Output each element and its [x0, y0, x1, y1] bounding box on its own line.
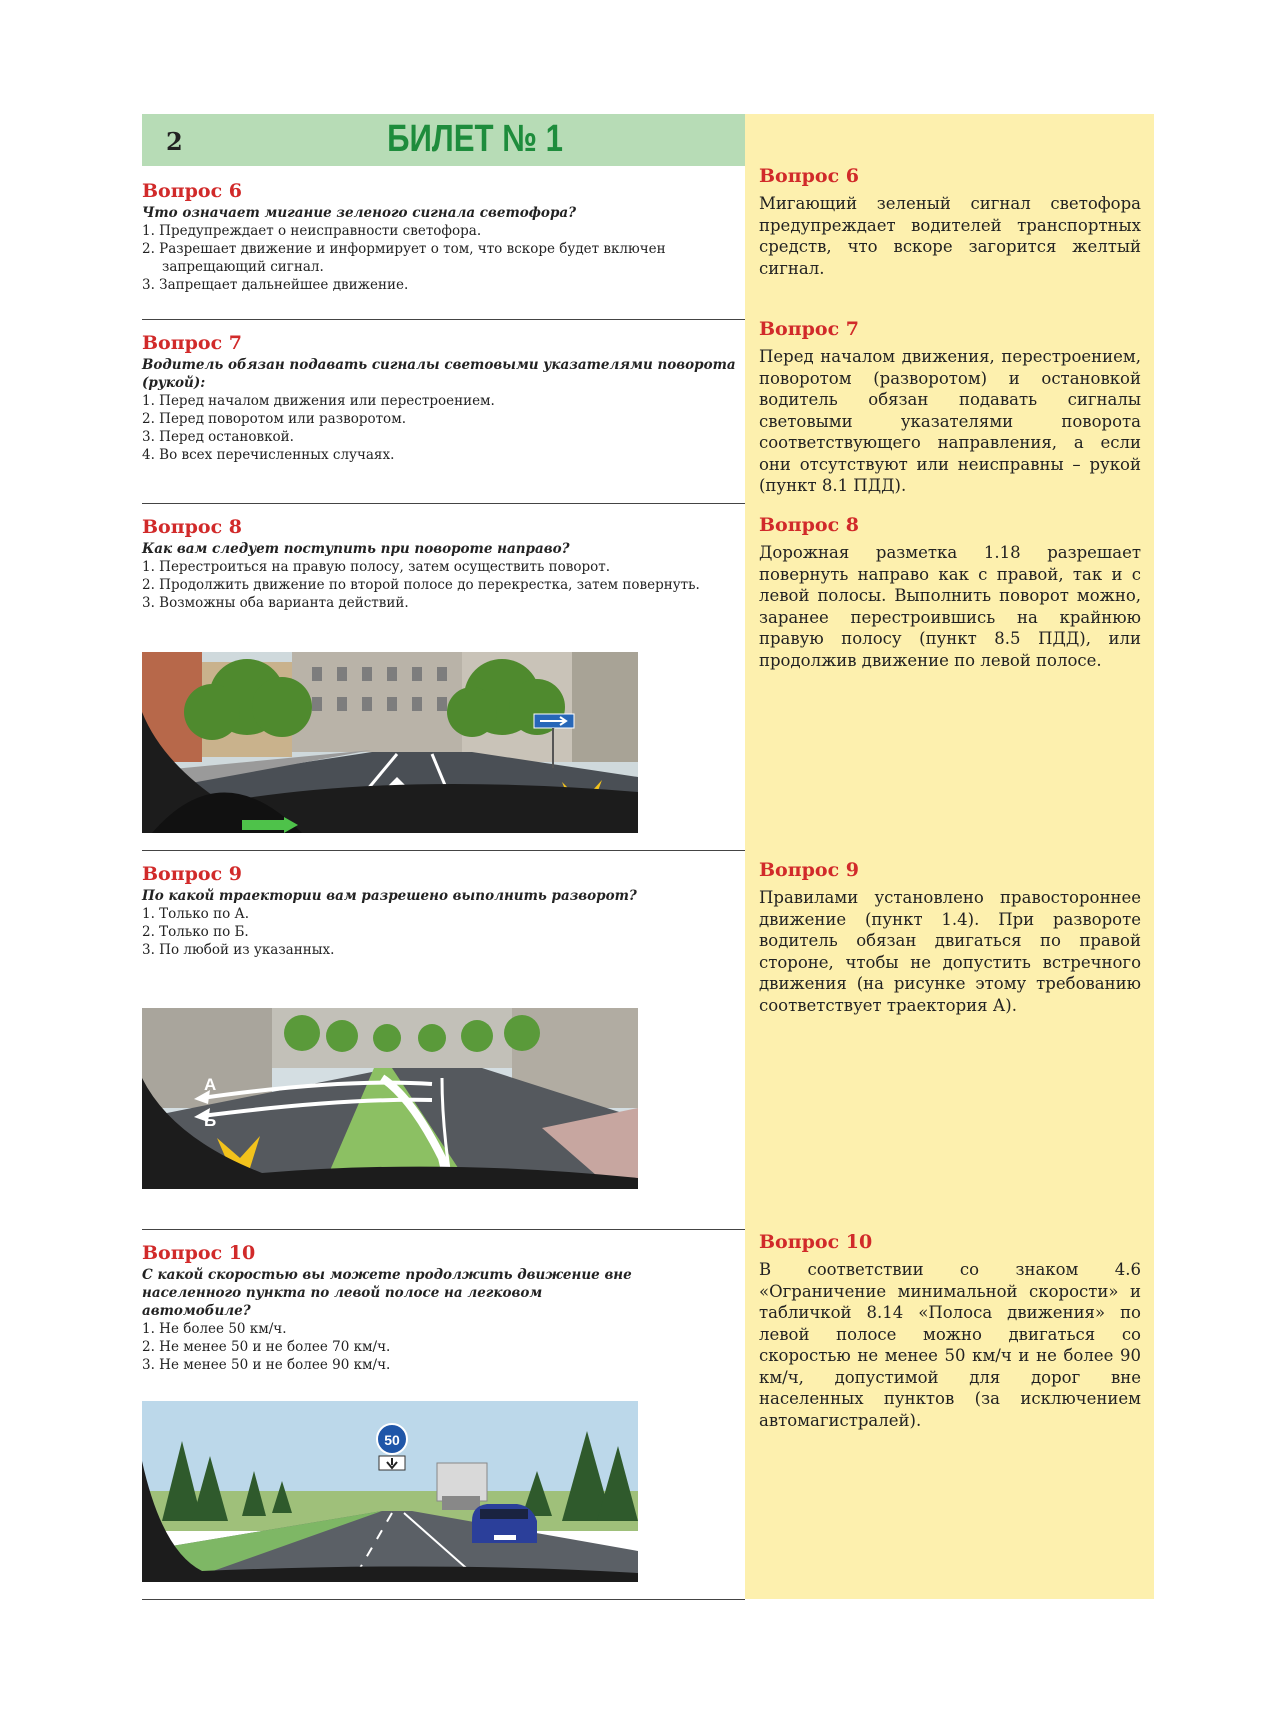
answer-8 — [759, 514, 1141, 671]
trajectory-label-a: А — [204, 1075, 217, 1094]
answer-text: Дорожная разметка 1.18 разрешает повернуть направо как с правой, так и с левой полосы. Выполнить поворот можно, заранее перестроившись на крайнюю правую полосу (пункт 8.5 ПДД), или продолжив движение по левой полосе. — [759, 543, 1141, 670]
question-title: Вопрос 10 — [142, 1242, 256, 1264]
option: 1. Не более 50 км/ч. — [142, 1321, 287, 1337]
divider — [142, 850, 745, 851]
option: 2. Разрешает движение и информирует о том, что вскоре будет включен запрещающий сигнал. — [142, 241, 666, 275]
option: 2. Перед поворотом или разворотом. — [142, 411, 406, 427]
question-title: Вопрос 7 — [142, 332, 243, 354]
answer-text: Перед началом движения, перестроением, поворотом (разворотом) и остановкой водитель обязан подавать сигналы световыми указателями поворота соответствующего направления, а если они отсутствуют или неисправны – рукой (пункт 8.1 ПДД). — [759, 347, 1141, 495]
answer-options — [142, 905, 742, 959]
question-9 — [142, 863, 742, 959]
option: 1. Предупреждает о неисправности светофора. — [142, 223, 482, 239]
option: 3. По любой из указанных. — [142, 942, 335, 958]
answer-title: Вопрос 10 — [759, 1231, 873, 1253]
answer-options — [142, 558, 742, 612]
option: 1. Перед началом движения или перестроением. — [142, 393, 495, 409]
question-text: С какой скоростью вы можете продолжить движение вне населенного пункта по левой полосе на легковом автомобиле? — [142, 1267, 632, 1319]
divider — [142, 1229, 745, 1230]
answer-10 — [759, 1231, 1141, 1431]
answer-options — [142, 222, 742, 294]
option: 4. Во всех перечисленных случаях. — [142, 447, 395, 463]
answer-7 — [759, 318, 1141, 497]
option: 1. Только по А. — [142, 906, 250, 922]
answer-title: Вопрос 8 — [759, 514, 860, 536]
answer-text: Мигающий зеленый сигнал светофора предупреждает водителей транспортных средств, что вскоре загорится желтый сигнал. — [759, 194, 1141, 278]
question-10-illustration — [142, 1401, 638, 1582]
option: 3. Перед остановкой. — [142, 429, 294, 445]
ticket-title: БИЛЕТ № 1 — [387, 118, 563, 160]
min-speed-sign-value: 50 — [384, 1432, 400, 1448]
answer-title: Вопрос 7 — [759, 318, 860, 340]
question-text: Водитель обязан подавать сигналы световыми указателями поворота (рукой): — [142, 357, 736, 391]
answer-text: Правилами установлено правостороннее движение (пункт 1.4). При развороте водитель обязан двигаться по правой стороне, чтобы не допустить встречного движения (на рисунке этому требованию соответствует траектория А). — [759, 888, 1141, 1015]
question-6 — [142, 180, 742, 294]
question-8-illustration — [142, 652, 638, 833]
divider — [142, 1599, 745, 1600]
option: 2. Продолжить движение по второй полосе до перекрестка, затем повернуть. — [142, 577, 700, 593]
option: 2. Только по Б. — [142, 924, 249, 940]
answer-text: В соответствии со знаком 4.6 «Ограничение минимальной скорости» и табличкой 8.14 «Полоса движения» по левой полосе можно двигаться со скоростью не менее 50 км/ч и не более 90 км/ч, допустимой для дорог вне населенных пунктов (за исключением автомагистралей). — [759, 1260, 1141, 1430]
answer-title: Вопрос 6 — [759, 165, 860, 187]
question-title: Вопрос 9 — [142, 863, 243, 885]
divider — [142, 503, 745, 504]
question-7 — [142, 332, 742, 464]
option: 3. Не менее 50 и не более 90 км/ч. — [142, 1357, 391, 1373]
answer-6 — [759, 165, 1141, 279]
question-text: Как вам следует поступить при повороте направо? — [142, 541, 570, 557]
question-8 — [142, 516, 742, 612]
question-title: Вопрос 8 — [142, 516, 243, 538]
page-number: 2 — [166, 127, 183, 156]
trajectory-label-b: Б — [204, 1111, 217, 1130]
answer-options — [142, 1320, 742, 1374]
question-text: Что означает мигание зеленого сигнала светофора? — [142, 205, 577, 221]
question-10 — [142, 1242, 742, 1374]
option: 2. Не менее 50 и не более 70 км/ч. — [142, 1339, 391, 1355]
question-text: По какой траектории вам разрешено выполнить разворот? — [142, 888, 637, 904]
divider — [142, 319, 745, 320]
option: 3. Возможны оба варианта действий. — [142, 595, 409, 611]
option: 3. Запрещает дальнейшее движение. — [142, 277, 409, 293]
option: 1. Перестроиться на правую полосу, затем осуществить поворот. — [142, 559, 611, 575]
question-9-illustration — [142, 1008, 638, 1189]
answer-9 — [759, 859, 1141, 1016]
answer-title: Вопрос 9 — [759, 859, 860, 881]
question-title: Вопрос 6 — [142, 180, 243, 202]
answer-options — [142, 392, 742, 464]
